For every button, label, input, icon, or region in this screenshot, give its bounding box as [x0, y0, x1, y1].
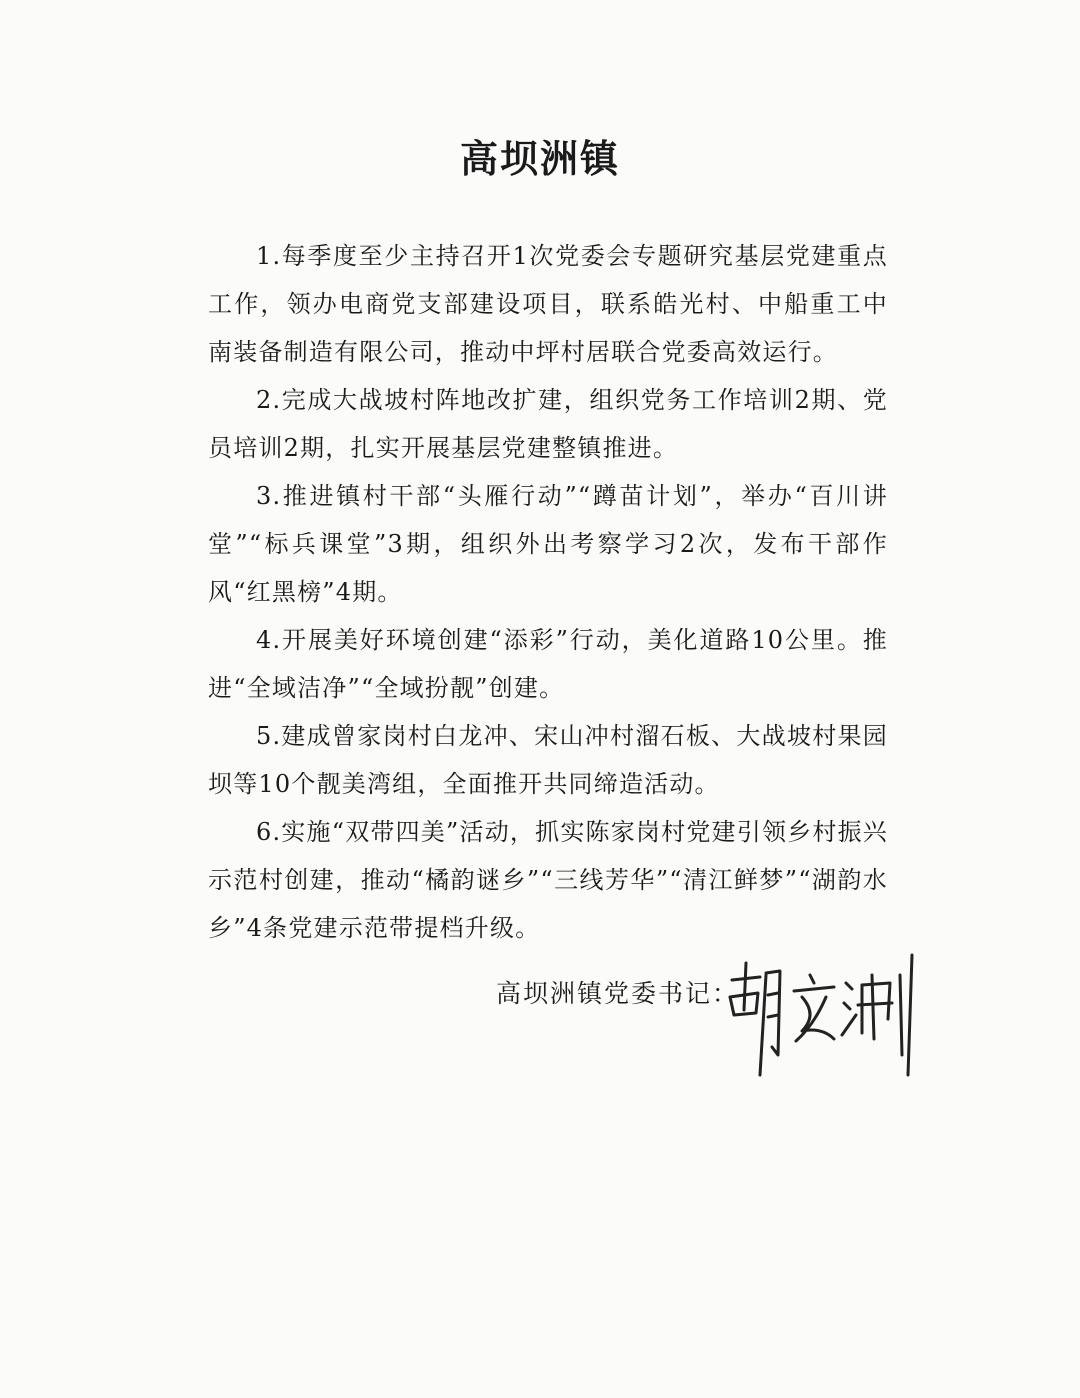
paragraph-3: 3.推进镇村干部“头雁行动”“蹲苗计划”，举办“百川讲堂”“标兵课堂”3期，组织外出考察学习2次，发布干部作风“红黑榜”4期。 — [208, 482, 888, 606]
signature-label: 高坝洲镇党委书记： — [496, 979, 740, 1008]
paragraph-5: 5.建成曾家岗村白龙冲、宋山冲村溜石板、大战坡村果园坝等10个靓美湾组，全面推开共同缔造活动。 — [208, 722, 888, 798]
paragraph-4: 4.开展美好环境创建“添彩”行动，美化道路10公里。推进“全域洁净”“全域扮靓”创建。 — [208, 626, 888, 702]
paragraph-2: 2.完成大战坡村阵地改扩建，组织党务工作培训2期、党员培训2期，扎实开展基层党建整镇推进。 — [208, 386, 888, 462]
paragraph-1: 1.每季度至少主持召开1次党委会专题研究基层党建重点工作，领办电商党支部建设项目，联系皓光村、中船重工中南装备制造有限公司，推动中坪村居联合党委高效运行。 — [208, 242, 888, 366]
document-body — [208, 232, 888, 952]
paragraph-6: 6.实施“双带四美”活动，抓实陈家岗村党建引领乡村振兴示范村创建，推动“橘韵谜乡”“三线芳华”“清江鲜梦”“湖韵水乡”4条党建示范带提档升级。 — [208, 818, 888, 942]
document-title: 高坝洲镇 — [459, 137, 620, 181]
handwritten-signature — [722, 935, 922, 1095]
